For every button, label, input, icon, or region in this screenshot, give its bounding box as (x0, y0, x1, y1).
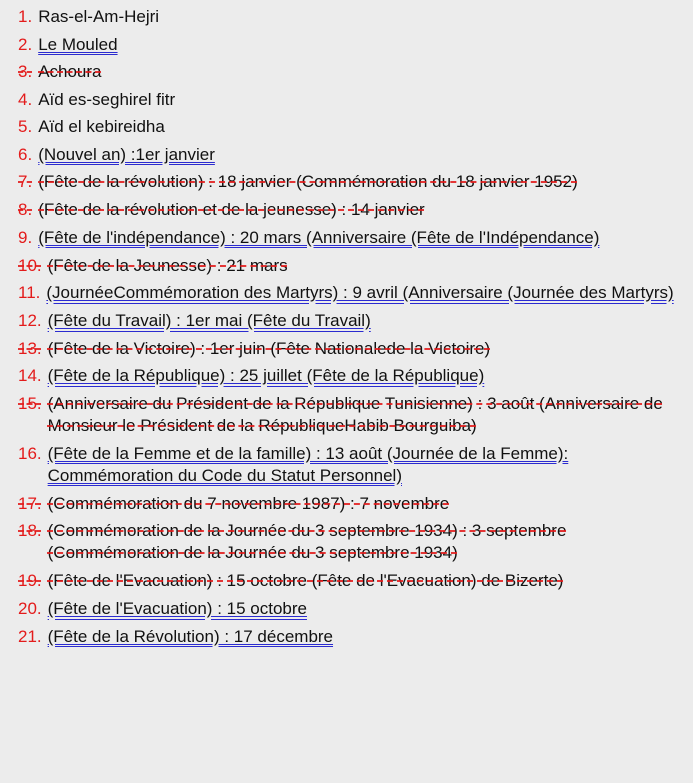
list-item (18, 31, 681, 59)
item-text: (Fête de la Victoire) : 1er juin (Fête Nationalede la Victoire) (47, 338, 491, 358)
list-item (18, 362, 681, 390)
item-text: (Fête de la République) : 25 juillet (Fête de la République) (47, 366, 485, 385)
list-item (18, 307, 681, 335)
item-number: 21. (18, 626, 42, 646)
item-text: (Commémoration de la Journée du 3 septembre 1934) : 3 septembre (Commémoration de la Journée du 3 septembre 1934) (47, 521, 567, 562)
item-number: 17. (18, 493, 42, 513)
item-number: 20. (18, 599, 42, 618)
list-item (18, 490, 681, 518)
item-text: (Fête de la Femme et de la famille) : 13 août (Journée de la Femme): Commémoration du Code du Statut Personnel) (47, 443, 569, 485)
item-number: 18. (18, 521, 42, 540)
list-item (18, 58, 681, 86)
item-text: (Commémoration du 7 novembre 1987) : 7 novembre (47, 493, 450, 513)
list-item (18, 86, 681, 114)
item-number: 14. (18, 366, 42, 385)
list-item (18, 567, 681, 595)
item-text: (Fête de la Révolution) : 17 décembre (47, 626, 334, 646)
list-item (18, 440, 681, 490)
item-text: (JournéeCommémoration des Martyrs) : 9 avril (Anniversaire (Journée des Martyrs) (46, 283, 674, 302)
list-item (18, 390, 681, 440)
item-number: 7. (18, 172, 33, 191)
item-number: 11. (18, 283, 41, 302)
list-item (18, 113, 681, 141)
item-text: (Fête de la révolution et de la jeunesse) : 14 janvier (38, 200, 425, 219)
item-text: Aïd el kebireidha (38, 117, 165, 136)
item-text: (Fête de la révolution) : 18 janvier (Commémoration du 18 janvier 1952) (38, 172, 578, 191)
item-text: (Fête de l'Evacuation) : 15 octobre (Fête de l'Evacuation) de Bizerte) (47, 571, 564, 590)
item-number: 3. (18, 62, 33, 81)
item-text: (Fête de l'indépendance) : 20 mars (Anniversaire (Fête de l'Indépendance) (38, 227, 600, 247)
item-number: 1. (18, 7, 33, 26)
list-item (18, 168, 681, 196)
item-text: Le Mouled (38, 34, 118, 54)
item-number: 12. (18, 311, 42, 330)
list-item (18, 252, 681, 280)
list-item (18, 279, 681, 307)
list-item (18, 141, 681, 169)
item-text: (Fête de la Jeunesse) : 21 mars (47, 255, 288, 275)
list-item (18, 517, 681, 567)
list-item (18, 3, 681, 31)
item-text: Aïd es-seghirel fitr (38, 89, 176, 109)
list-item (18, 623, 681, 651)
item-number: 16. (18, 443, 42, 463)
item-number: 13. (18, 338, 42, 358)
item-text: (Anniversaire du Président de la République Tunisienne) : 3 août (Anniversaire de Monsieur le Président de la RépubliqueHabib Bourguiba) (47, 393, 663, 435)
list-item (18, 595, 681, 623)
list-item (18, 335, 681, 363)
item-number: 2. (18, 34, 33, 54)
item-number: 10. (18, 255, 42, 275)
item-number: 9. (18, 227, 33, 247)
item-number: 6. (18, 144, 33, 164)
item-number: 15. (18, 393, 42, 413)
item-number: 19. (18, 571, 42, 590)
item-text: Ras-el-Am-Hejri (38, 7, 160, 26)
item-number: 4. (18, 89, 33, 109)
list-item (18, 196, 681, 224)
item-text: Achoura (38, 62, 102, 81)
item-number: 8. (18, 200, 33, 219)
item-number: 5. (18, 117, 33, 136)
item-text: (Fête de l'Evacuation) : 15 octobre (47, 599, 307, 618)
item-text: (Nouvel an) :1er janvier (38, 144, 215, 164)
item-text: (Fête du Travail) : 1er mai (Fête du Travail) (47, 311, 371, 330)
list-item (18, 224, 681, 252)
